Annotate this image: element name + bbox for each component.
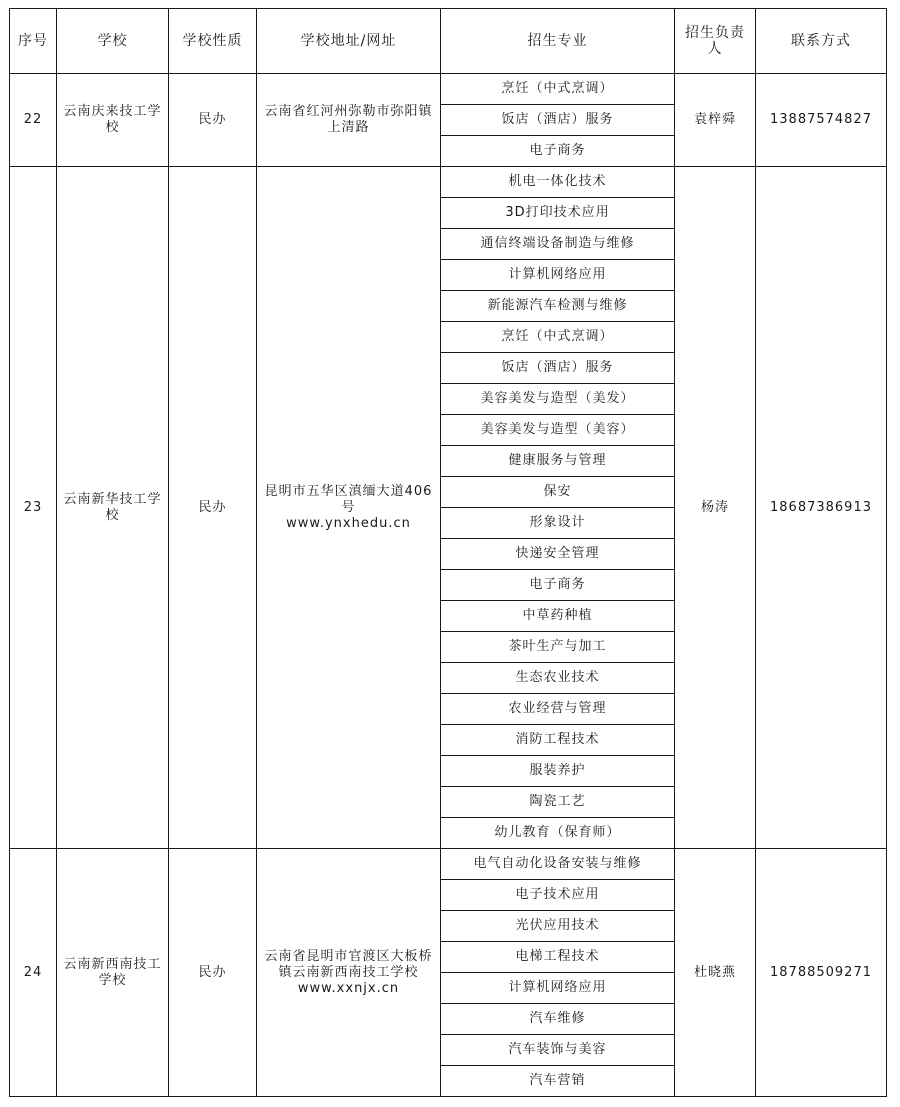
major-cell: 电梯工程技术: [441, 942, 675, 973]
contact-phone: 18788509271: [756, 849, 887, 1097]
major-cell: 陶瓷工艺: [441, 787, 675, 818]
school-name: 云南新华技工学校: [57, 167, 169, 849]
school-address: [257, 74, 441, 167]
header-school: 学校: [57, 9, 169, 74]
school-no: 22: [10, 74, 57, 167]
major-cell: 饭店（酒店）服务: [441, 353, 675, 384]
school-name: 云南庆来技工学校: [57, 74, 169, 167]
school-website: www.xxnjx.cn: [297, 980, 400, 996]
school-no: 24: [10, 849, 57, 1097]
major-cell: 健康服务与管理: [441, 446, 675, 477]
header-phone: 联系方式: [756, 9, 887, 74]
school-address: [257, 167, 441, 849]
major-cell: 中草药种植: [441, 601, 675, 632]
major-cell: 快递安全管理: [441, 539, 675, 570]
major-cell: 电子商务: [441, 136, 675, 167]
major-cell: 新能源汽车检测与维修: [441, 291, 675, 322]
school-type: 民办: [169, 849, 257, 1097]
major-cell: 消防工程技术: [441, 725, 675, 756]
major-cell: 茶叶生产与加工: [441, 632, 675, 663]
header-no: 序号: [10, 9, 57, 74]
major-cell: 服装养护: [441, 756, 675, 787]
contact-phone: 13887574827: [756, 74, 887, 167]
school-no: 23: [10, 167, 57, 849]
major-cell: 美容美发与造型（美发）: [441, 384, 675, 415]
school-type: 民办: [169, 74, 257, 167]
major-cell: 美容美发与造型（美容）: [441, 415, 675, 446]
school-address-text: 昆明市五华区滇缅大道406号: [264, 483, 433, 515]
major-cell: 计算机网络应用: [441, 973, 675, 1004]
school-name: 云南新西南技工学校: [57, 849, 169, 1097]
major-cell: 农业经营与管理: [441, 694, 675, 725]
major-cell: 通信终端设备制造与维修: [441, 229, 675, 260]
major-cell: 烹饪（中式烹调）: [441, 322, 675, 353]
major-cell: 3D打印技术应用: [441, 198, 675, 229]
table-row: [10, 849, 887, 880]
major-cell: 保安: [441, 477, 675, 508]
major-cell: 汽车装饰与美容: [441, 1035, 675, 1066]
table-body: [10, 74, 887, 1097]
header-contact-person: 招生负责人: [675, 9, 756, 74]
school-address: [257, 849, 441, 1097]
contact-person: 杨涛: [675, 167, 756, 849]
header-majors: 招生专业: [441, 9, 675, 74]
school-type: 民办: [169, 167, 257, 849]
header-school-type: 学校性质: [169, 9, 257, 74]
major-cell: 计算机网络应用: [441, 260, 675, 291]
school-enrollment-table: [9, 8, 887, 1097]
major-cell: 电气自动化设备安装与维修: [441, 849, 675, 880]
major-cell: 机电一体化技术: [441, 167, 675, 198]
major-cell: 饭店（酒店）服务: [441, 105, 675, 136]
school-address-text: 云南省昆明市官渡区大板桥镇云南新西南技工学校: [264, 948, 433, 980]
major-cell: 生态农业技术: [441, 663, 675, 694]
major-cell: 幼儿教育（保育师）: [441, 818, 675, 849]
contact-person: 袁梓舜: [675, 74, 756, 167]
major-cell: 电子商务: [441, 570, 675, 601]
major-cell: 汽车维修: [441, 1004, 675, 1035]
major-cell: 电子技术应用: [441, 880, 675, 911]
header-row: [10, 9, 887, 74]
header-address: 学校地址/网址: [257, 9, 441, 74]
major-cell: 光伏应用技术: [441, 911, 675, 942]
major-cell: 烹饪（中式烹调）: [441, 74, 675, 105]
contact-phone: 18687386913: [756, 167, 887, 849]
major-cell: 汽车营销: [441, 1066, 675, 1097]
table-row: [10, 167, 887, 198]
contact-person: 杜晓燕: [675, 849, 756, 1097]
school-website: www.ynxhedu.cn: [286, 515, 411, 531]
table-row: [10, 74, 887, 105]
major-cell: 形象设计: [441, 508, 675, 539]
school-address-text: 云南省红河州弥勒市弥阳镇上清路: [264, 104, 433, 135]
